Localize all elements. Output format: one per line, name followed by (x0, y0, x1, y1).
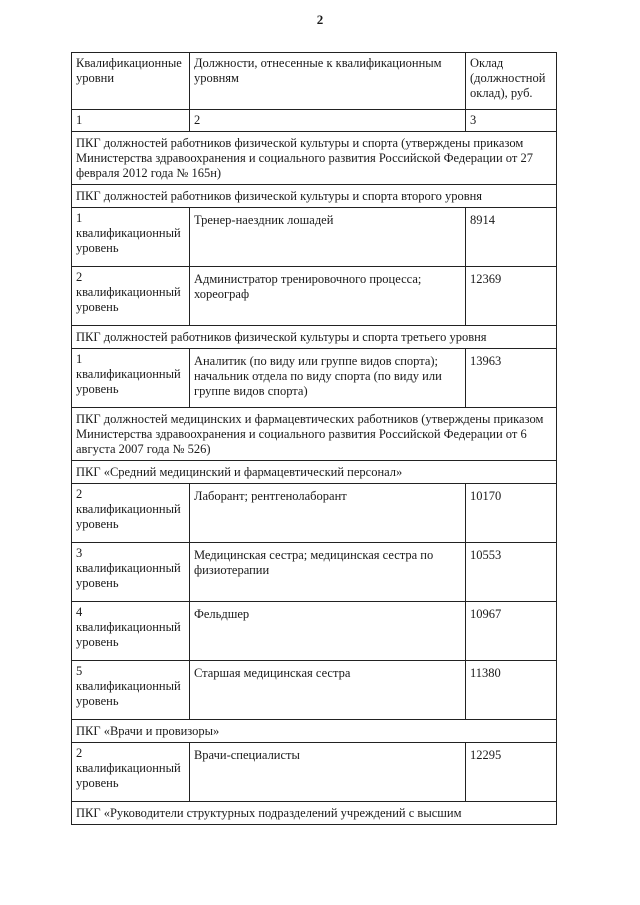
page-number: 2 (316, 12, 324, 27)
group-row (72, 408, 557, 461)
level-cell: 1 квалификационный уровень (72, 208, 190, 267)
positions-cell: Медицинская сестра; медицинская сестра по физиотерапии (189, 543, 465, 602)
salary-cell: 12369 (466, 267, 557, 326)
positions-cell: Лаборант; рентгенолаборант (189, 484, 465, 543)
group-title: ПКГ должностей работников физической культуры и спорта (утверждены приказом Министерства здравоохранения и социального развития Российской Федерации от 27 февраля 2012 года № 165н) (72, 132, 557, 185)
salary-cell: 11380 (466, 661, 557, 720)
level-cell: 4 квалификационный уровень (72, 602, 190, 661)
table-row (72, 208, 557, 267)
group-row (72, 720, 557, 743)
column-number-row (72, 110, 557, 132)
salary-cell: 10553 (466, 543, 557, 602)
table-row (72, 602, 557, 661)
column-number: 2 (189, 110, 465, 132)
table-body (72, 132, 557, 825)
table-row (72, 543, 557, 602)
level-cell: 2 квалификационный уровень (72, 484, 190, 543)
group-row (72, 461, 557, 484)
salary-cell: 13963 (466, 349, 557, 408)
header-row (72, 53, 557, 110)
header-positions: Должности, отнесенные к квалификационным уровням (189, 53, 465, 110)
salary-cell: 12295 (466, 743, 557, 802)
group-title: ПКГ «Врачи и провизоры» (72, 720, 557, 743)
salary-table (71, 52, 557, 825)
positions-cell: Администратор тренировочного процесса; хореограф (189, 267, 465, 326)
group-row (72, 132, 557, 185)
group-title: ПКГ должностей работников физической культуры и спорта второго уровня (72, 185, 557, 208)
group-title: ПКГ должностей работников физической культуры и спорта третьего уровня (72, 326, 557, 349)
group-title: ПКГ должностей медицинских и фармацевтических работников (утверждены приказом Министерства здравоохранения и социального развития Российской Федерации от 6 августа 2007 года № 526) (72, 408, 557, 461)
header-salary: Оклад (должностной оклад), руб. (466, 53, 557, 110)
group-row (72, 326, 557, 349)
column-number: 1 (72, 110, 190, 132)
level-cell: 1 квалификационный уровень (72, 349, 190, 408)
positions-cell: Аналитик (по виду или группе видов спорта); начальник отдела по виду спорта (по виду или группе видов спорта) (189, 349, 465, 408)
header-levels: Квалификационные уровни (72, 53, 190, 110)
salary-cell: 10967 (466, 602, 557, 661)
level-cell: 2 квалификационный уровень (72, 267, 190, 326)
level-cell: 3 квалификационный уровень (72, 543, 190, 602)
table-row (72, 349, 557, 408)
group-title: ПКГ «Руководители структурных подразделений учреждений с высшим (72, 802, 557, 825)
group-row (72, 802, 557, 825)
salary-cell: 8914 (466, 208, 557, 267)
positions-cell: Врачи-специалисты (189, 743, 465, 802)
salary-cell: 10170 (466, 484, 557, 543)
column-number: 3 (466, 110, 557, 132)
table-row (72, 484, 557, 543)
table-row (72, 743, 557, 802)
positions-cell: Тренер-наездник лошадей (189, 208, 465, 267)
group-row (72, 185, 557, 208)
group-title: ПКГ «Средний медицинский и фармацевтический персонал» (72, 461, 557, 484)
level-cell: 5 квалификационный уровень (72, 661, 190, 720)
table-row (72, 267, 557, 326)
table-row (72, 661, 557, 720)
positions-cell: Старшая медицинская сестра (189, 661, 465, 720)
level-cell: 2 квалификационный уровень (72, 743, 190, 802)
positions-cell: Фельдшер (189, 602, 465, 661)
